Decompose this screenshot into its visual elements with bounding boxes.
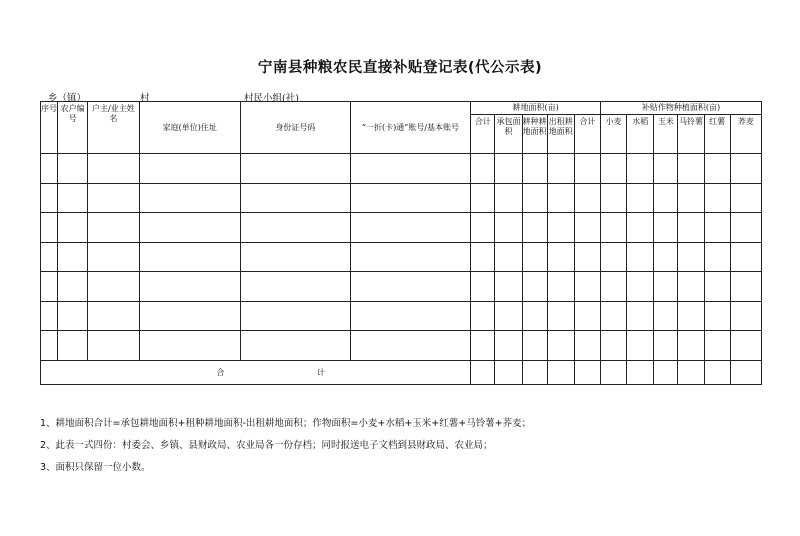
table-cell[interactable] bbox=[495, 213, 522, 243]
table-cell[interactable] bbox=[139, 154, 241, 184]
table-cell[interactable] bbox=[139, 183, 241, 213]
total-label-cell bbox=[41, 360, 471, 384]
table-cell[interactable] bbox=[41, 331, 58, 361]
table-cell[interactable] bbox=[730, 331, 761, 361]
table-cell[interactable] bbox=[601, 301, 627, 331]
header-arable-area: 耕地面积(亩) bbox=[471, 102, 601, 115]
table-cell[interactable] bbox=[547, 213, 574, 243]
table-cell[interactable] bbox=[704, 272, 730, 302]
table-cell[interactable] bbox=[678, 242, 704, 272]
header-arable-total: 合计 bbox=[471, 115, 495, 154]
table-cell[interactable] bbox=[730, 301, 761, 331]
note-line: 3、面积只保留一位小数。 bbox=[40, 462, 151, 473]
table-cell[interactable] bbox=[704, 242, 730, 272]
table-cell[interactable] bbox=[58, 301, 88, 331]
note-line: 1、耕地面积合计=承包耕地面积+租种耕地面积-出租耕地面积；作物面积=小麦+水稻+玉米+红薯+马铃薯+荞麦； bbox=[40, 418, 532, 429]
table-cell[interactable] bbox=[41, 183, 58, 213]
table-cell[interactable] bbox=[654, 154, 678, 184]
table-cell[interactable] bbox=[495, 154, 522, 184]
table-cell[interactable] bbox=[678, 331, 704, 361]
table-cell[interactable] bbox=[241, 242, 351, 272]
table-cell[interactable] bbox=[41, 213, 58, 243]
table-cell[interactable] bbox=[241, 213, 351, 243]
total-cell[interactable] bbox=[547, 360, 574, 384]
table-cell[interactable] bbox=[627, 331, 654, 361]
table-cell[interactable] bbox=[58, 154, 88, 184]
table-cell[interactable] bbox=[241, 272, 351, 302]
table-cell[interactable] bbox=[574, 154, 600, 184]
table-cell[interactable] bbox=[241, 331, 351, 361]
table-cell[interactable] bbox=[471, 272, 495, 302]
village-label: 村 bbox=[140, 93, 150, 104]
table-cell[interactable] bbox=[350, 331, 471, 361]
table-cell[interactable] bbox=[495, 301, 522, 331]
table-cell[interactable] bbox=[471, 242, 495, 272]
table-cell[interactable] bbox=[601, 272, 627, 302]
table-cell[interactable] bbox=[495, 272, 522, 302]
table-cell[interactable] bbox=[627, 213, 654, 243]
table-cell[interactable] bbox=[627, 242, 654, 272]
total-label-right: 计 bbox=[316, 367, 325, 377]
notes bbox=[40, 417, 531, 483]
table-row bbox=[41, 301, 762, 331]
table-cell[interactable] bbox=[471, 183, 495, 213]
table-cell[interactable] bbox=[678, 154, 704, 184]
table-cell[interactable] bbox=[678, 213, 704, 243]
table-cell[interactable] bbox=[654, 183, 678, 213]
total-cell[interactable] bbox=[601, 360, 627, 384]
table-cell[interactable] bbox=[350, 242, 471, 272]
table-cell[interactable] bbox=[495, 331, 522, 361]
table-cell[interactable] bbox=[58, 213, 88, 243]
table-cell[interactable] bbox=[471, 331, 495, 361]
table-row bbox=[41, 272, 762, 302]
header-address: 家庭(单位)住址 bbox=[139, 102, 241, 154]
table-cell[interactable] bbox=[547, 183, 574, 213]
table-cell[interactable] bbox=[522, 183, 547, 213]
header-buckwheat: 荞麦 bbox=[730, 115, 761, 154]
table-cell[interactable] bbox=[41, 301, 58, 331]
table-cell[interactable] bbox=[704, 301, 730, 331]
table-cell[interactable] bbox=[654, 213, 678, 243]
total-cell[interactable] bbox=[654, 360, 678, 384]
table-cell[interactable] bbox=[547, 331, 574, 361]
table-cell[interactable] bbox=[601, 154, 627, 184]
table-cell[interactable] bbox=[241, 301, 351, 331]
table-cell[interactable] bbox=[574, 272, 600, 302]
table-cell[interactable] bbox=[58, 242, 88, 272]
table-cell[interactable] bbox=[601, 213, 627, 243]
table-cell[interactable] bbox=[730, 154, 761, 184]
header-rent-out-area: 出租耕地面积 bbox=[547, 115, 574, 154]
page-title: 宁南县种粮农民直接补贴登记表(代公示表) bbox=[257, 60, 543, 76]
total-label-left: 合 bbox=[216, 367, 225, 377]
table-cell[interactable] bbox=[522, 331, 547, 361]
table-cell[interactable] bbox=[88, 272, 139, 302]
table-cell[interactable] bbox=[350, 301, 471, 331]
header-id-number: 身份证号码 bbox=[241, 102, 351, 154]
table-cell[interactable] bbox=[41, 154, 58, 184]
table-cell[interactable] bbox=[522, 301, 547, 331]
table-cell[interactable] bbox=[547, 242, 574, 272]
total-cell[interactable] bbox=[574, 360, 600, 384]
table-cell[interactable] bbox=[88, 242, 139, 272]
table-cell[interactable] bbox=[471, 213, 495, 243]
table-cell[interactable] bbox=[522, 242, 547, 272]
table-cell[interactable] bbox=[471, 301, 495, 331]
header-contract-area: 承包面积 bbox=[495, 115, 522, 154]
table-cell[interactable] bbox=[704, 154, 730, 184]
table-cell[interactable] bbox=[730, 272, 761, 302]
total-cell[interactable] bbox=[495, 360, 522, 384]
table-cell[interactable] bbox=[139, 331, 241, 361]
table-cell[interactable] bbox=[704, 331, 730, 361]
table-cell[interactable] bbox=[574, 213, 600, 243]
header-corn: 玉米 bbox=[654, 115, 678, 154]
header-wheat: 小麦 bbox=[601, 115, 627, 154]
table-cell[interactable] bbox=[350, 272, 471, 302]
header-sweet-potato: 红薯 bbox=[704, 115, 730, 154]
table-cell[interactable] bbox=[139, 213, 241, 243]
table-cell[interactable] bbox=[627, 272, 654, 302]
total-cell[interactable] bbox=[471, 360, 495, 384]
table-cell[interactable] bbox=[547, 154, 574, 184]
table-row bbox=[41, 213, 762, 243]
group-label: 村民小组(社) bbox=[244, 93, 299, 104]
table-cell[interactable] bbox=[58, 272, 88, 302]
table-cell[interactable] bbox=[522, 213, 547, 243]
table-cell[interactable] bbox=[139, 301, 241, 331]
header-rice: 水稻 bbox=[627, 115, 654, 154]
table-cell[interactable] bbox=[704, 213, 730, 243]
table-cell[interactable] bbox=[627, 154, 654, 184]
table-cell[interactable] bbox=[350, 183, 471, 213]
table-cell[interactable] bbox=[574, 183, 600, 213]
header-potato: 马铃薯 bbox=[678, 115, 704, 154]
table-cell[interactable] bbox=[41, 272, 58, 302]
table-cell[interactable] bbox=[704, 183, 730, 213]
table-cell[interactable] bbox=[41, 242, 58, 272]
table-cell[interactable] bbox=[58, 331, 88, 361]
table-cell[interactable] bbox=[654, 331, 678, 361]
table-cell[interactable] bbox=[350, 213, 471, 243]
table-cell[interactable] bbox=[601, 183, 627, 213]
header-account: “一折(卡)通”账号/基本账号 bbox=[350, 102, 471, 154]
table-cell[interactable] bbox=[241, 183, 351, 213]
table-cell[interactable] bbox=[495, 242, 522, 272]
header-household-no: 农户编号 bbox=[58, 102, 88, 154]
table-cell[interactable] bbox=[471, 154, 495, 184]
note-line: 2、此表一式四份：村委会、乡镇、县财政局、农业局各一份存档；同时报送电子文档到县财政局、农业局； bbox=[40, 440, 493, 451]
table-cell[interactable] bbox=[678, 183, 704, 213]
table-cell[interactable] bbox=[730, 242, 761, 272]
table-cell[interactable] bbox=[88, 154, 139, 184]
township-label: 乡（镇） bbox=[48, 93, 87, 104]
table-cell[interactable] bbox=[730, 213, 761, 243]
table-cell[interactable] bbox=[601, 242, 627, 272]
table-cell[interactable] bbox=[350, 154, 471, 184]
table-cell[interactable] bbox=[678, 272, 704, 302]
header-rent-in-area: 耕种耕地面积 bbox=[522, 115, 547, 154]
table-cell[interactable] bbox=[574, 242, 600, 272]
table-cell[interactable] bbox=[654, 301, 678, 331]
total-cell[interactable] bbox=[627, 360, 654, 384]
data-rows bbox=[41, 154, 762, 361]
table-cell[interactable] bbox=[627, 183, 654, 213]
register-table bbox=[40, 101, 762, 385]
table-row bbox=[41, 242, 762, 272]
table-cell[interactable] bbox=[88, 213, 139, 243]
table-cell[interactable] bbox=[678, 301, 704, 331]
table-cell[interactable] bbox=[88, 301, 139, 331]
total-cell[interactable] bbox=[704, 360, 730, 384]
total-row bbox=[41, 360, 762, 384]
table-cell[interactable] bbox=[574, 301, 600, 331]
table-cell[interactable] bbox=[139, 272, 241, 302]
table-cell[interactable] bbox=[601, 331, 627, 361]
total-cell[interactable] bbox=[522, 360, 547, 384]
table-cell[interactable] bbox=[574, 331, 600, 361]
total-cell[interactable] bbox=[678, 360, 704, 384]
header-owner-name: 户主/业主姓名 bbox=[88, 102, 139, 154]
table-cell[interactable] bbox=[627, 301, 654, 331]
header-crop-area: 补贴作物种植面积(亩) bbox=[601, 102, 762, 115]
table-cell[interactable] bbox=[730, 183, 761, 213]
table-cell[interactable] bbox=[547, 301, 574, 331]
table-cell[interactable] bbox=[139, 242, 241, 272]
table-cell[interactable] bbox=[547, 272, 574, 302]
table-cell[interactable] bbox=[654, 272, 678, 302]
total-cell[interactable] bbox=[730, 360, 761, 384]
table-row bbox=[41, 154, 762, 184]
table-cell[interactable] bbox=[522, 272, 547, 302]
table-cell[interactable] bbox=[88, 331, 139, 361]
table-cell[interactable] bbox=[654, 242, 678, 272]
table-cell[interactable] bbox=[495, 183, 522, 213]
table-cell[interactable] bbox=[88, 183, 139, 213]
table-row bbox=[41, 183, 762, 213]
table-cell[interactable] bbox=[522, 154, 547, 184]
header-crop-total: 合计 bbox=[574, 115, 600, 154]
table-cell[interactable] bbox=[58, 183, 88, 213]
table-cell[interactable] bbox=[241, 154, 351, 184]
header-seq: 序号 bbox=[41, 102, 58, 154]
table-row bbox=[41, 331, 762, 361]
